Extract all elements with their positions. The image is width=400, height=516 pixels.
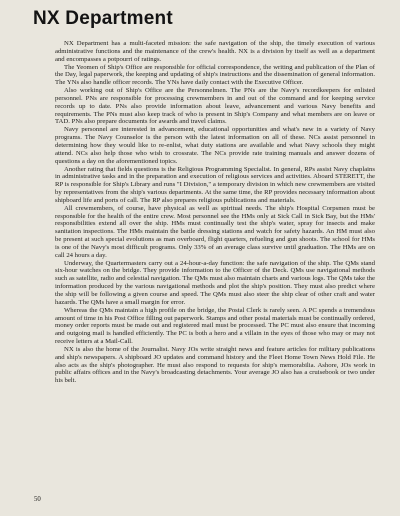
page-number: 50 [34,496,41,503]
paragraph: All crewmembers, of course, have physical as well as spiritual needs. The ship's Hospital Corpsmen must be responsible for the health of the entire crew. Most personnel see the HMs only at Sick Call in Sick Bay, but the HMs' responsibilities extend all over the ship. HMs must continually test the ship's water, spray for insects and make sanitation inspections. The HMs maintain the battle dressing stations and watch for safety hazards. An HM must also be present at such special evolutions as man overboard, flight quarters, refueling and gun shoots. The school for HMs is one of the Navy's most difficult programs. Only 33% of an average class survive until graduation. The HMs are on call 24 hours a day. [55,204,375,259]
paragraph: NX Department has a multi-faceted mission: the safe navigation of the ship, the timely execution of various administrative functions and the maintenance of the crew's health. NX is a division by itself as well as a department and encompasses a potpourri of ratings. [55,40,375,63]
paragraph: The Yeomen of Ship's Office are responsible for official correspondence, the writing and publication of the Plan of the Day, legal paperwork, the keeping and updating of ship's instructions and the dissemination of general information. The YNs also handle officer records. The YNs have daily contact with the Executive Officer. [55,63,375,87]
page-title: NX Department [33,8,173,29]
paragraph: Another rating that fields questions is the Religious Programming Specialist. In general, RPs assist Navy chaplains in administrative tasks and in the preparation and execution of religious services and activities. Aboard STERETT, the RP is responsible for Ship's Library and runs "I Division," a temporary division in which new crewmembers are visited by representatives from the ship's various departments. At the same time, the RP provides necessary information about shipboard life and ports of call. The RP also prepares religious publications and materials. [55,165,375,204]
paragraph: Also working out of Ship's Office are the Personnelmen. The PNs are the Navy's recordkeepers for enlisted personnel. PNs are responsible for processing crewmembers in and out of the command and for keeping service records up to date. PNs also provide information about leave, advancement and various Navy benefits and requirements. The PNs must also keep track of who is present in Ship's Company and what members are on leave or TAD. PNs also prepare documents for awards and travel claims. [55,87,375,126]
paragraph: Whereas the QMs maintain a high profile on the bridge, the Postal Clerk is rarely seen. A PC spends a tremendous amount of time in his Post Office filling out paperwork. Stamps and other postal materials must be continually ordered, money order reports must be made out and registered mail must be processed. The PC must also ensure that incoming and outgoing mail is handled efficiently. The PC is both a hero and a villain in the eyes of those who may or may not receive letters at a Mail-Call. [55,306,375,346]
body-text [55,40,375,495]
paragraph: Navy personnel are interested in advancement, educational opportunities and what's new in a variety of Navy programs. The Navy Counselor is the person with the latest information on all of these. NCs assist personnel in determining how they would like to re-enlist, what duty stations are available and what Navy schools they might attend. NCs also help those who wish to crossrate. The NCs provide rate training manuals and answer dozens of questions a day on the aforementioned topics. [55,126,375,165]
paragraph: Underway, the Quartermasters carry out a 24-hour-a-day function: the safe navigation of the ship. The QMs stand six-hour watches on the bridge. They provide information to the Officer of the Deck. QMs use navigational methods such as satellite, radio and celestial navigation. The QMs must also maintain charts and various logs. The QMs take the information produced by the various navigational methods and plot the ship's position. They must also predict where the ship will be following a given course and speed. The QMs must also steer the ship clear of other craft and water hazards. The QMs have a small margin for error. [55,259,375,306]
paragraph: NX is also the home of the Journalist. Navy JOs write straight news and feature articles for military publications and ship's newspapers. A shipboard JO updates and command history and the Fleet Home Town News Hold File. He also acts as the ship's photographer. He must also respond to requests for ship's memorabilia. Ashore, JOs work in public affairs offices and in the Navy's broadcasting detachments. Your average JO also has a cruisebook or two under his belt. [55,345,375,385]
